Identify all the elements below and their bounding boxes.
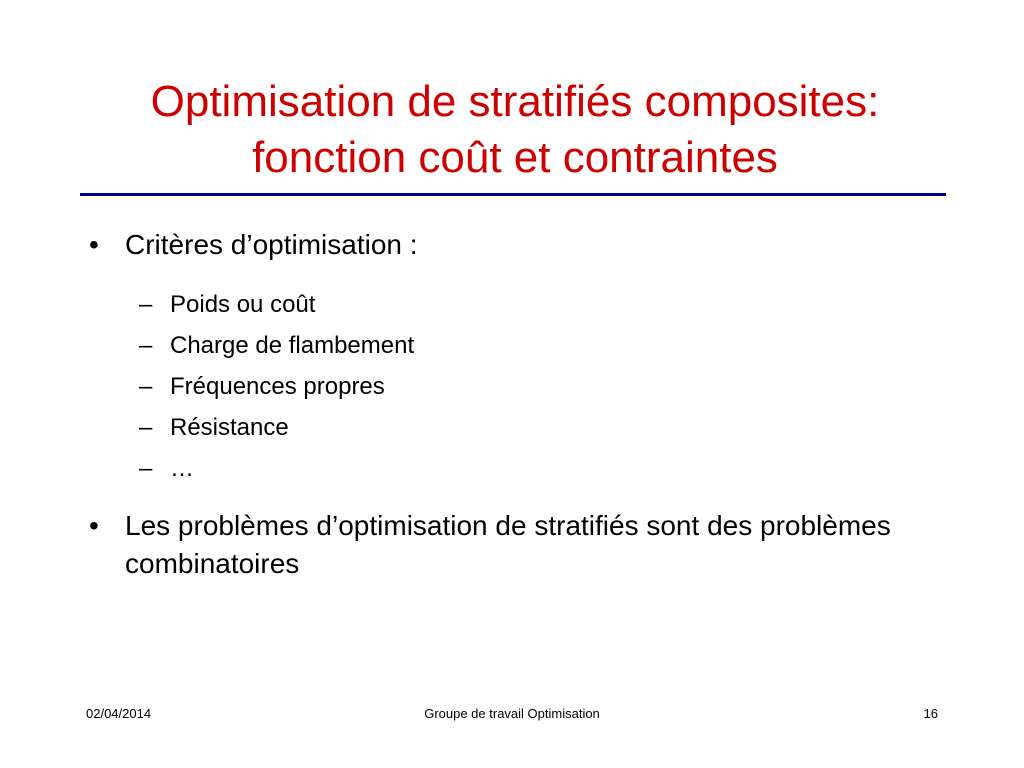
dash-icon: – [139,414,153,441]
bullet-item-criteria [85,226,945,264]
bullet-list [85,226,945,583]
bullet-icon: • [89,229,99,260]
sub-bullet-text: Résistance [170,414,289,441]
sub-bullet-item [85,407,945,448]
bullet-item-combinatorial [85,507,945,583]
sub-bullet-item [85,448,945,489]
sub-bullet-list [85,284,945,489]
slide-title [80,74,950,186]
slide-title-line-1: Optimisation de stratifiés composites: [150,77,880,126]
title-underline-divider [80,193,946,196]
sub-bullet-item [85,366,945,407]
sub-bullet-text: Charge de flambement [170,332,415,359]
footer-date: 02/04/2014 [86,706,152,721]
dash-icon: – [139,332,153,359]
sub-bullet-item [85,284,945,325]
footer-page-number: 16 [923,706,938,721]
bullet-text: Critères d’optimisation : [125,229,418,260]
bullet-text: Les problèmes d’optimisation de stratifiés sont des problèmes combinatoires [125,510,891,579]
bullet-icon: • [89,510,99,541]
sub-bullet-text: Poids ou coût [170,291,316,318]
slide-title-line-2: fonction coût et contraintes [252,133,778,182]
sub-bullet-text: … [170,455,194,482]
dash-icon: – [139,291,153,318]
sub-bullet-text: Fréquences propres [170,373,385,400]
dash-icon: – [139,455,153,482]
sub-bullet-item [85,325,945,366]
dash-icon: – [139,373,153,400]
footer-title: Groupe de travail Optimisation [424,706,600,721]
